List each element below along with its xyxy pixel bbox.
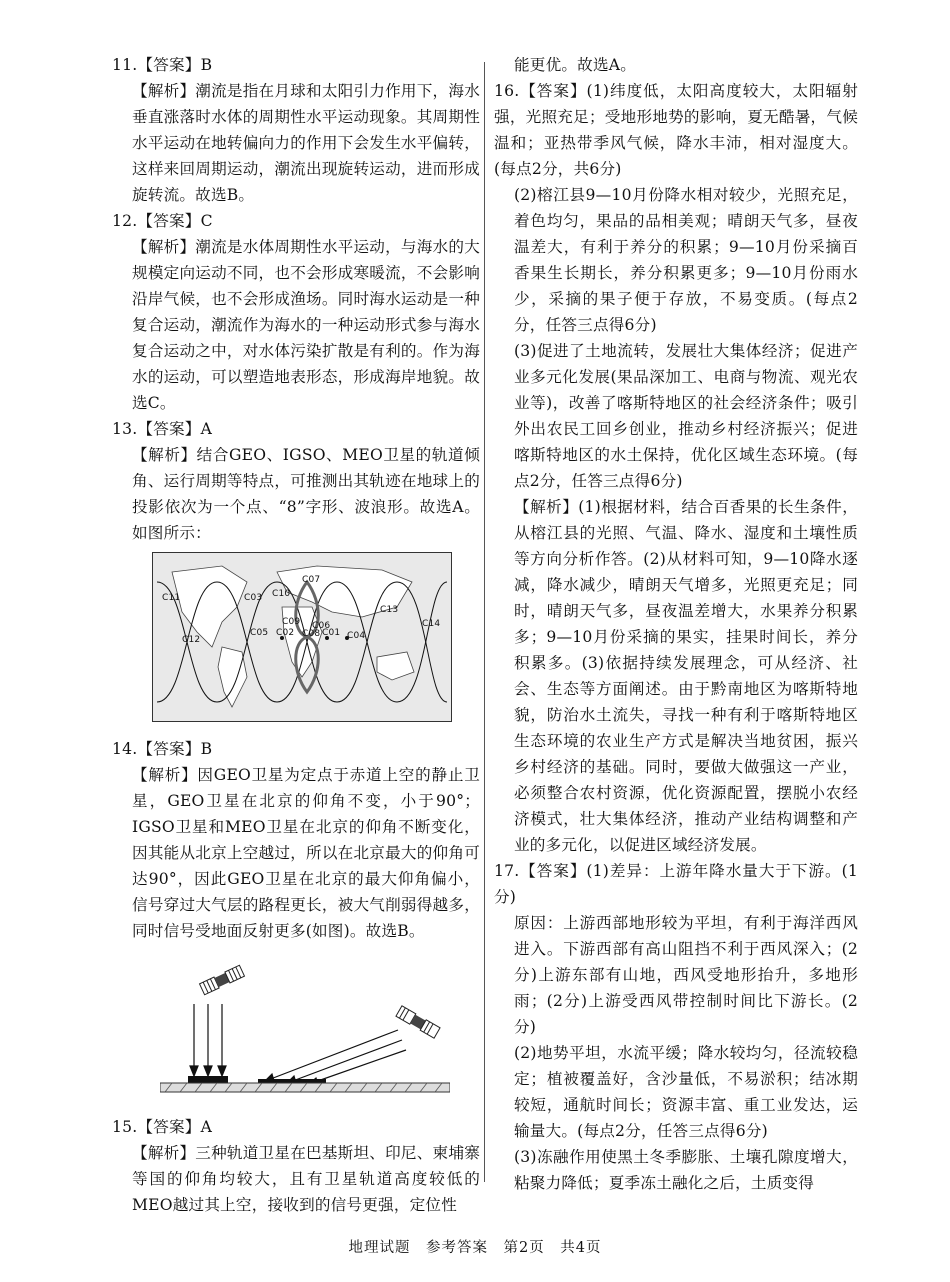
satellite-track-map	[152, 552, 452, 722]
q14	[112, 736, 480, 1114]
q13	[112, 416, 480, 736]
map-label: C05	[250, 628, 269, 638]
q11	[112, 52, 480, 208]
q16	[494, 78, 858, 858]
map-label: C10	[272, 589, 291, 599]
q16-analysis: 【解析】(1)根据材料，结合百香果的长生条件，从榕江县的光照、气温、降水、湿度和土壤性质等方向分析作答。(2)从材料可知，9—10降水逐减，降水减少，晴朗天气增多，光照更充足；同时，晴朗天气多，昼夜温差增大，水果养分积累多；9—10月份采摘的果实，挂果时间长，养分积累多。(3)依据持续发展理念，可从经济、社会、生态等方面阐述。由于黔南地区为喀斯特地貌，防治水土流失，寻找一种有利于喀斯特地区生态环境的农业生产方式是解决当地贫困，振兴乡村经济的基础。同时，要做大做强这一产业，必须整合农村资源，优化资源配置，摆脱小农经济模式，壮大集体经济，推动产业结构调整和产业的多元化，以促进区域经济发展。	[514, 498, 858, 854]
map-label: C07	[302, 575, 321, 585]
map-label: C03	[244, 593, 263, 603]
map-label: C13	[380, 605, 399, 615]
q16-part2: (2)榕江县9—10月份降水相对较少，光照充足，着色均匀，果品的品相美观；晴朗天气多，昼夜温差大，有利于养分的积累；9—10月份采摘百香果生长期长，养分积累更多；9—10月份雨水少，采摘的果子便于存放，不易变质。(每点2分，任答三点得6分)	[514, 186, 858, 334]
map-label: C06	[312, 621, 331, 631]
q17-part2: (2)地势平坦，水流平缓；降水较均匀，径流较稳定；植被覆盖好，含沙量低，不易淤积；结冰期较短，通航时间长；资源丰富、重工业发达，运输量大。(每点2分，任答三点得6分)	[514, 1044, 858, 1140]
q11-answer: 11.【答案】B	[112, 56, 213, 74]
q15-analysis-continued: 能更优。故选A。	[514, 56, 637, 74]
satellite-signal-diagram	[160, 952, 450, 1102]
vertical-signal-arrows	[190, 1004, 226, 1076]
satellite-icon	[396, 1006, 440, 1038]
q13-answer: 13.【答案】A	[112, 420, 213, 438]
slanted-signal-arrows	[264, 1030, 406, 1085]
q16-part3: (3)促进了土地流转，发展壮大集体经济；促进产业多元化发展(果品深加工、电商与物流、观光农业等)，改善了喀斯特地区的社会经济条件；吸引外出农民工回乡创业，推动乡村经济振兴；促进喀斯特地区的水土保持，优化区域生态环境。(每点2分，任答三点得6分)	[514, 342, 858, 490]
q15-analysis: 【解析】三种轨道卫星在巴基斯坦、印尼、柬埔寨等国的仰角均较大，且有卫星轨道高度较低的MEO越过其上空，接收到的信号更强，定位性	[132, 1144, 480, 1214]
page-footer: 地理试题 参考答案 第2页 共4页	[348, 1240, 602, 1256]
map-label: C02	[276, 628, 295, 638]
q12-answer: 12.【答案】C	[112, 212, 213, 230]
q17-part3: (3)冻融作用使黑土冬季膨胀、土壤孔隙度增大，粘聚力降低；夏季冻土融化之后，土质变得	[514, 1148, 858, 1192]
satellite-icon	[200, 965, 245, 994]
receiver-block	[188, 1076, 228, 1083]
q17	[494, 858, 858, 1196]
q15	[112, 1114, 480, 1218]
q17-answer: 17.【答案】(1)差异：上游年降水量大于下游。(1分)	[494, 862, 858, 906]
q14-analysis: 【解析】因GEO卫星为定点于赤道上空的静止卫星，GEO卫星在北京的仰角不变，小于90°；IGSO卫星和MEO卫星在北京的仰角不断变化，因其能从北京上空越过，所以在北京最大的仰角可达90°，因此GEO卫星在北京的最大仰角偏小，信号穿过大气层的路程更长，被大气削弱得越多，同时信号受地面反射更多(如图)。故选B。	[132, 766, 480, 940]
q12	[112, 208, 480, 416]
q16-answer: 16.【答案】(1)纬度低，太阳高度较大，太阳辐射强，光照充足；受地形地势的影响，夏无酷暑，气候温和；亚热带季风气候，降水丰沛，相对湿度大。(每点2分，共6分)	[494, 82, 858, 178]
map-label: C14	[422, 619, 441, 629]
right-column	[494, 52, 858, 1196]
map-label: C12	[182, 635, 201, 645]
map-label: C01	[322, 628, 341, 638]
receiver-block	[258, 1079, 326, 1083]
map-label: C04	[347, 631, 366, 641]
q14-answer: 14.【答案】B	[112, 740, 213, 758]
q17-reason: 原因：上游西部地形较为平坦，有利于海洋西风进入。下游西部有高山阻挡不利于西风深入；(2分)上游东部有山地，西风受地形抬升，多地形雨；(2分)上游受西风带控制时间比下游长。(2分)	[514, 914, 858, 1036]
column-divider	[484, 62, 485, 1182]
map-label: C08	[302, 629, 321, 639]
map-label: C11	[162, 593, 181, 603]
q15-answer: 15.【答案】A	[112, 1118, 213, 1136]
left-column	[112, 52, 480, 1218]
q12-analysis: 【解析】潮流是水体周期性水平运动，与海水的大规模定向运动不同，也不会形成寒暖流，不会影响沿岸气候，也不会形成渔场。同时海水运动是一种复合运动，潮流作为海水的一种运动形式参与海水复合运动之中，对水体污染扩散是有利的。作为海水的运动，可以塑造地表形态，形成海岸地貌。故选C。	[132, 238, 480, 412]
q13-analysis: 【解析】结合GEO、IGSO、MEO卫星的轨道倾角、运行周期等特点，可推测出其轨迹在地球上的投影依次为一个点、“8”字形、波浪形。故选A。如图所示：	[132, 446, 480, 542]
map-label: C09	[282, 617, 301, 627]
q11-analysis: 【解析】潮流是指在月球和太阳引力作用下，海水垂直涨落时水体的周期性水平运动现象。其周期性水平运动在地转偏向力的作用下会发生水平偏转，这样来回周期运动，潮流出现旋转运动，进而形成旋转流。故选B。	[132, 82, 480, 204]
